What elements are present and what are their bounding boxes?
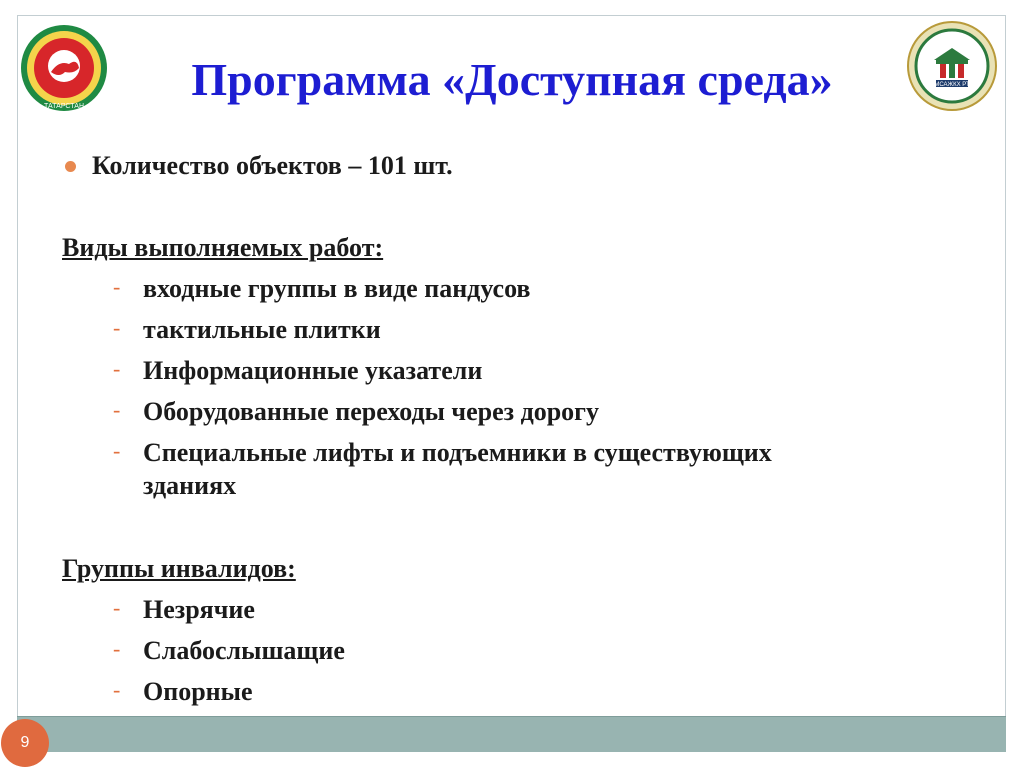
groups-item: Слабослышащие xyxy=(143,636,345,665)
dash-marker: - xyxy=(113,595,121,620)
dash-marker: - xyxy=(113,397,121,422)
groups-item: Незрячие xyxy=(143,595,255,624)
objects-count: Количество объектов – 101 шт. xyxy=(92,151,453,180)
emblem-right-text: МСАЖКХ РТ xyxy=(934,82,970,88)
works-item-continued: зданиях xyxy=(143,471,237,500)
page-number: 9 xyxy=(1,719,49,767)
slide-title: Программа «Доступная среда» xyxy=(191,54,833,105)
works-item: входные группы в виде пандусов xyxy=(143,274,531,303)
bullet-dot xyxy=(65,161,76,172)
groups-item: Опорные xyxy=(143,677,253,706)
emblem-left-text: ТАТАРСТАН xyxy=(43,103,85,110)
footer-band xyxy=(17,716,1006,752)
works-item: тактильные плитки xyxy=(143,315,381,344)
dash-marker: - xyxy=(113,315,121,340)
groups-heading: Группы инвалидов: xyxy=(62,554,296,583)
dash-marker: - xyxy=(113,636,121,661)
works-item: Специальные лифты и подъемники в существующих xyxy=(143,438,772,467)
dash-marker: - xyxy=(113,274,121,299)
works-item: Информационные указатели xyxy=(143,356,483,385)
dash-marker: - xyxy=(113,356,121,381)
works-item: Оборудованные переходы через дорогу xyxy=(143,397,599,426)
dash-marker: - xyxy=(113,438,121,463)
works-heading: Виды выполняемых работ: xyxy=(62,233,384,262)
dash-marker: - xyxy=(113,677,121,702)
